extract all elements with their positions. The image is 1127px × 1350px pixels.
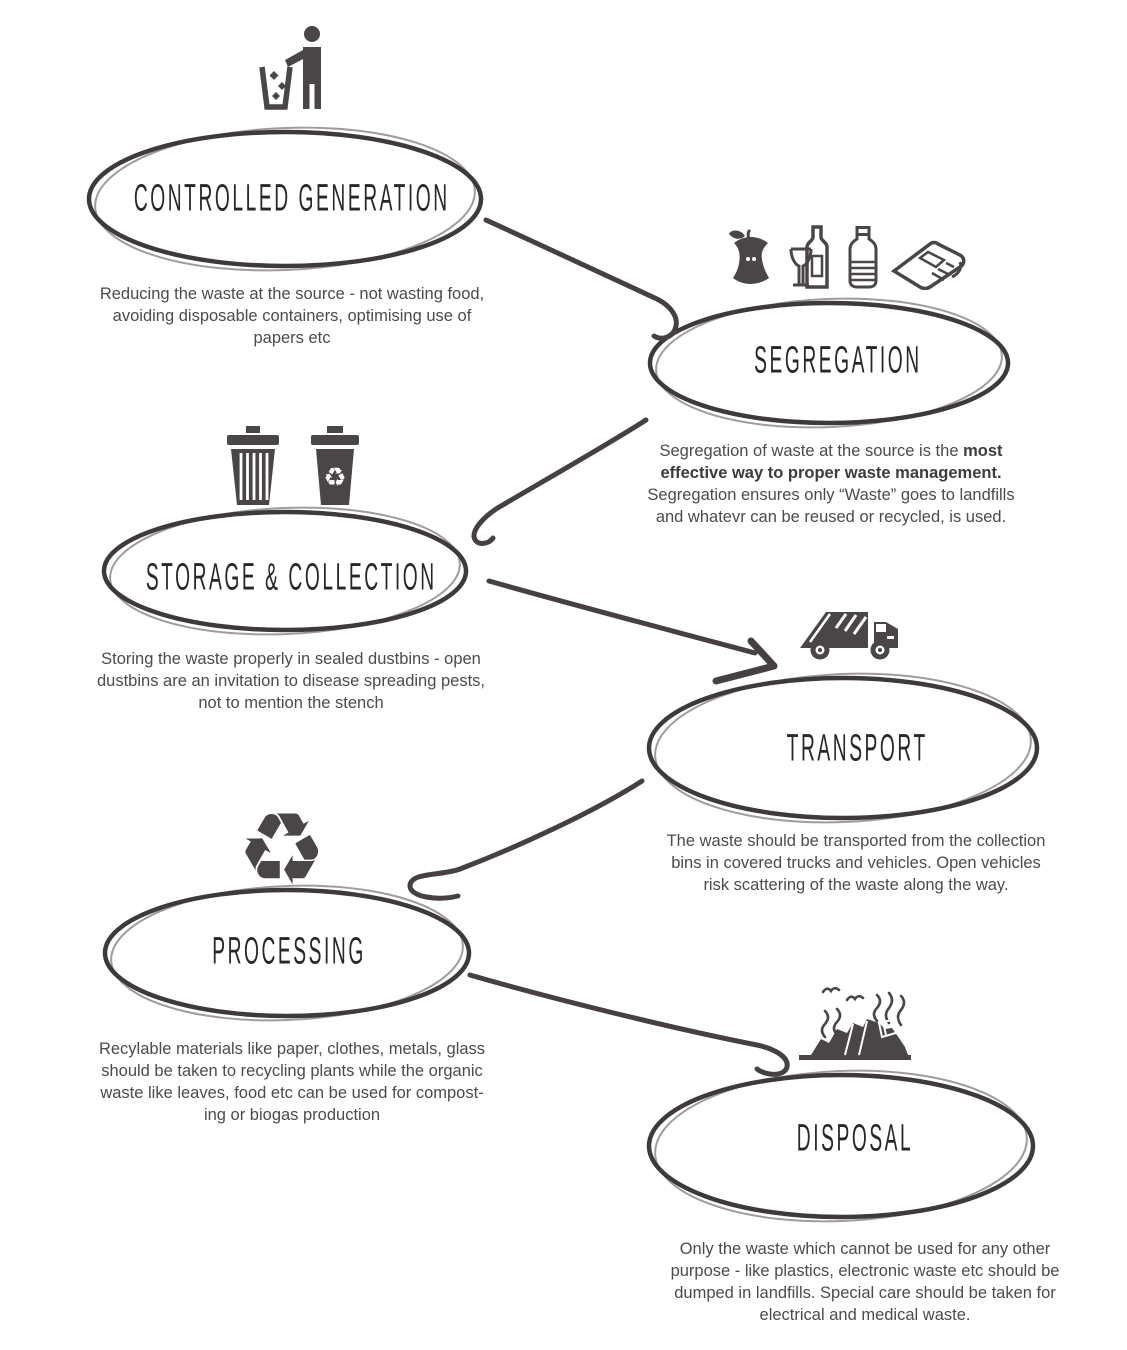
garbage-truck-icon	[788, 598, 910, 664]
desc-line: The waste should be transported from the collection	[666, 832, 1046, 850]
desc-line: risk scattering of the waste along the way.	[703, 876, 1009, 894]
stage-desc-storage-collection	[66, 648, 516, 714]
arrow-transport-to-processing	[410, 781, 642, 898]
desc-line: purpose - like plastics, electronic waste etc should be	[670, 1262, 1060, 1280]
bird-icon	[847, 996, 863, 1000]
desc-line: Only the waste which cannot be used for any other	[679, 1240, 1051, 1258]
desc-line	[606, 440, 1056, 462]
desc-text: Segregation of waste at the source is the	[659, 442, 964, 460]
plastic-bottle-icon	[846, 226, 880, 290]
trash-can-icon	[222, 426, 284, 506]
desc-line: waste like leaves, food etc can be used for compost-	[100, 1084, 484, 1102]
desc-line: Segregation ensures only “Waste” goes to landfills	[647, 486, 1015, 504]
stage-title-processing	[29, 914, 549, 990]
stage-title-disposal	[595, 1101, 1115, 1177]
desc-line: should be taken to recycling plants while the organic	[101, 1062, 483, 1080]
desc-line: electrical and medical waste.	[759, 1306, 971, 1324]
recycling-symbol-glyph: ♻	[323, 463, 347, 493]
desc-line: Storing the waste properly in sealed dustbins - open	[101, 650, 481, 668]
litter-disposal-icon	[248, 24, 340, 112]
stage-title-text: TRANSPORT	[786, 727, 928, 770]
desc-line: and whatevr can be reused or recycled, is used.	[655, 508, 1007, 526]
desc-line-bold: effective way to proper waste management.	[660, 464, 1002, 482]
stage-title-text: SEGREGATION	[754, 339, 922, 382]
recycling-symbol-icon: ♻	[237, 791, 327, 908]
newspaper-icon	[890, 235, 966, 290]
desc-text-bold: most	[963, 442, 1003, 460]
desc-line: avoiding disposable containers, optimising use of	[112, 307, 472, 325]
desc-line: bins in covered trucks and vehicles. Open vehicles	[671, 854, 1041, 872]
stage-title-text: CONTROLLED GENERATION	[134, 177, 450, 220]
desc-line: papers etc	[253, 329, 331, 347]
stage-title-text: PROCESSING	[212, 930, 366, 973]
desc-line: Recylable materials like paper, clothes, metals, glass	[98, 1040, 486, 1058]
arrowhead-transport	[716, 641, 774, 681]
desc-line: dumped in landfills. Special care should be taken for	[674, 1284, 1056, 1302]
stage-desc-transport	[631, 830, 1081, 896]
stage-title-segregation	[578, 323, 1098, 399]
stage-title-text: DISPOSAL	[796, 1117, 914, 1160]
stage-desc-segregation	[606, 440, 1056, 528]
stage-title-transport	[597, 711, 1117, 787]
desc-line: dustbins are an invitation to disease spreading pests,	[97, 672, 485, 690]
storage-icon-row	[222, 426, 362, 506]
bird-icon	[823, 988, 839, 992]
wine-bottle-glass-icon	[786, 224, 836, 290]
desc-line: ing or biogas production	[203, 1106, 381, 1124]
stage-title-text: STORAGE & COLLECTION	[145, 556, 437, 599]
stage-title-controlled-generation	[32, 161, 552, 237]
desc-line: Reducing the waste at the source - not wasting food,	[99, 285, 485, 303]
stage-desc-processing	[67, 1038, 517, 1126]
stage-desc-controlled-generation	[67, 283, 517, 349]
stage-title-storage-collection	[31, 540, 551, 616]
apple-core-icon	[726, 228, 776, 290]
segregation-icon-row	[726, 224, 966, 290]
stage-desc-disposal	[640, 1238, 1090, 1326]
desc-line: not to mention the stench	[198, 694, 384, 712]
recycle-bin-icon	[308, 426, 362, 506]
landfill-smoke-icon	[795, 983, 915, 1063]
